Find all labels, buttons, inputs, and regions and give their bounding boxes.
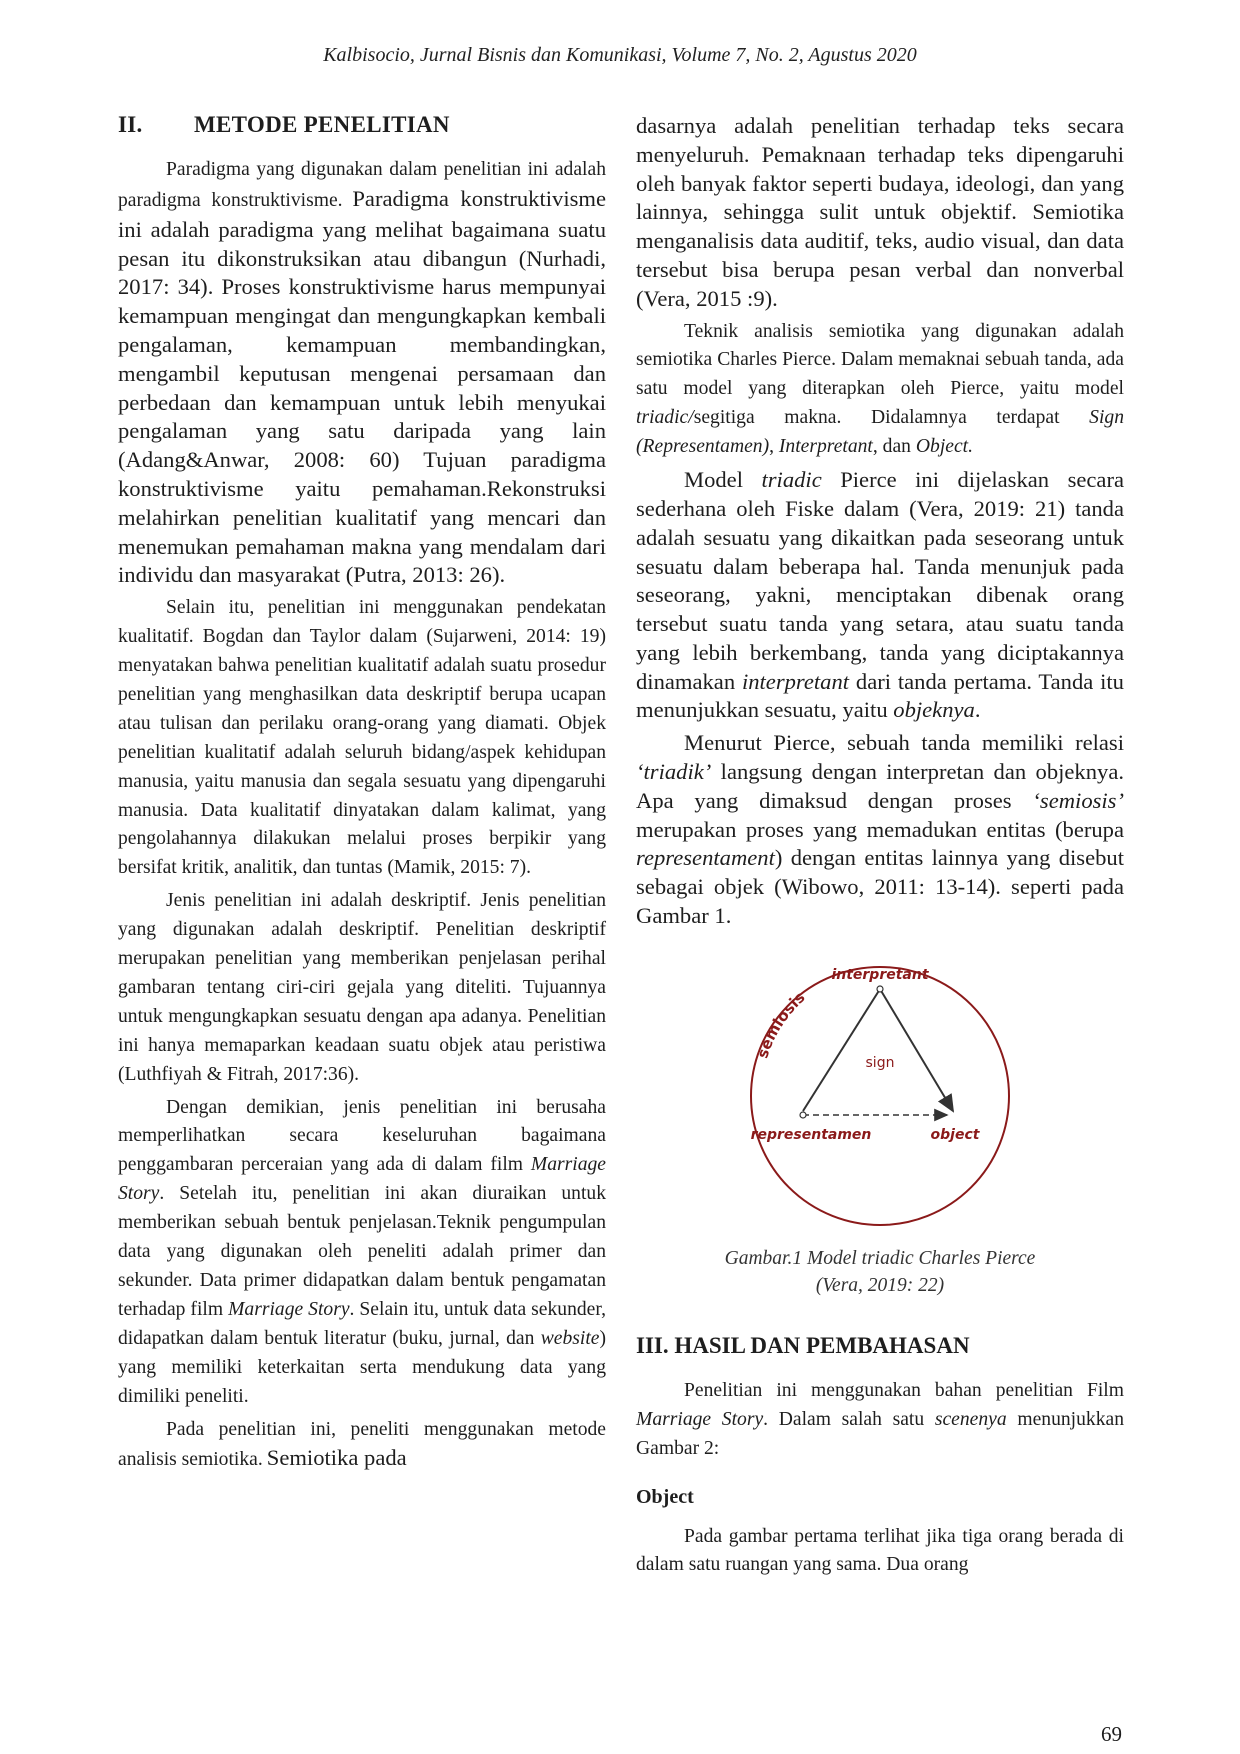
- text-run: langsung dengan interpretan dan objeknya. Apa yang dimaksud dengan proses: [636, 759, 1124, 813]
- section-heading-metode: [118, 112, 606, 138]
- film-title: Marriage Story: [118, 1154, 606, 1205]
- triadic-diagram: [735, 955, 1025, 1237]
- italic-term: scenenya: [934, 1408, 1007, 1430]
- caption-line: (Vera, 2019: 22): [815, 1274, 945, 1296]
- text-run: Model: [684, 467, 762, 493]
- text-run: . Dalam salah satu: [763, 1408, 935, 1430]
- paragraph-text: Semiotika pada: [266, 1445, 407, 1471]
- paragraph-pengumpulan-data: [118, 1094, 606, 1412]
- figure-caption: [636, 1245, 1124, 1299]
- italic-term: triadic: [761, 467, 822, 493]
- paragraph-metode-analisis: [118, 1416, 606, 1476]
- paragraph-bahan-penelitian: [636, 1377, 1124, 1464]
- italic-term: website: [540, 1327, 600, 1349]
- paragraph-paradigma: [118, 156, 606, 590]
- text-run: Dengan demikian, jenis penelitian ini berusaha memperlihatkan secara keseluruhan bagaimana penggambaran perceraian yang ada di dalam film: [118, 1096, 606, 1176]
- node-representamen: [800, 1112, 806, 1118]
- paragraph-text: Pada penelitian ini, peneliti menggunakan metode analisis semiotika.: [118, 1418, 606, 1471]
- running-header: Kalbisocio, Jurnal Bisnis dan Komunikasi, Volume 7, No. 2, Agustus 2020: [323, 44, 917, 66]
- italic-term: representament: [636, 845, 775, 871]
- edge-interpretant-representamen: [803, 989, 880, 1111]
- text-run: dari tanda pertama. Tanda itu menunjukkan sesuatu, yaitu: [636, 668, 1124, 723]
- italic-term: ‘semiosis’: [1032, 787, 1124, 813]
- italic-term: Interpretant: [778, 436, 873, 458]
- sign-label: sign: [865, 1054, 895, 1071]
- text-run: Teknik analisis semiotika yang digunakan adalah semiotika Charles Pierce. Dalam memaknai sebuah tanda, ada satu model yang diterapkan oleh Pierce, yaitu model: [636, 320, 1124, 400]
- section-number: II.: [118, 112, 143, 137]
- paragraph-kualitatif: Selain itu, penelitian ini menggunakan pendekatan kualitatif. Bogdan dan Taylor dalam (Sujarweni, 2014: 19) menyatakan bahwa penelitian kualitatif adalah suatu prosedur penelitian yang menghasilkan data deskriptif berupa ucapan atau tulisan dan perilaku orang-orang yang diamati. Objek penelitian kualitatif adalah seluruh bidang/aspek kehidupan manusia, yaitu manusia dan segala sesuatu yang dipengaruhi manusia. Data kualitatif dinyatakan dalam kalimat, yang pengolahannya dilakukan melalui proses berpikir yang bersifat kritik, analitik, dan tuntas (Mamik, 2015: 7).: [118, 597, 606, 879]
- text-run: menunjukkan Gambar 2:: [636, 1408, 1124, 1459]
- text-run: Pierce ini dijelaskan secara sederhana oleh Fiske dalam (Vera, 2019: 21) tanda adalah sesuatu yang dikaitkan pada seseorang untuk sesuatu dalam beberapa hal. Tanda menunjuk pada seseorang, yakni, menciptakan dibenak orang tersebut suatu tanda yang setara, atau suatu tanda yang lebih berkembang, tanda yang diciptakannya dinamakan: [636, 467, 1124, 694]
- interpretant-label: interpretant: [831, 966, 929, 983]
- italic-term: Object.: [915, 436, 974, 458]
- text-run: segitiga makna. Didalamnya terdapat: [693, 407, 1090, 429]
- paragraph-pierce: [636, 318, 1124, 463]
- text-run: ) dengan entitas lainnya yang disebut sebagai objek (Wibowo, 2011: 13-14). seperti pada Gambar 1.: [636, 845, 1124, 929]
- italic-term: interpretant: [741, 668, 850, 694]
- right-column: [636, 112, 1124, 1580]
- italic-term: Sign (Representamen): [636, 407, 1124, 458]
- left-column: [118, 112, 606, 1475]
- figure-triadic-model: [636, 955, 1124, 1299]
- italic-term: ‘triadik’: [636, 759, 712, 785]
- paragraph-model-triadic: [636, 466, 1124, 725]
- object-label: object: [930, 1126, 980, 1143]
- section-title: METODE PENELITIAN: [194, 112, 450, 137]
- text-run: .: [974, 697, 981, 723]
- caption-line: Gambar.1 Model triadic Charles Pierce: [724, 1247, 1036, 1269]
- paragraph-semiosis: [636, 729, 1124, 931]
- text-run: ,: [769, 436, 779, 458]
- edge-interpretant-object: [880, 989, 953, 1111]
- text-run: Penelitian ini menggunakan bahan penelitian Film: [684, 1379, 1124, 1401]
- paragraph-object: Pada gambar pertama terlihat jika tiga orang berada di dalam satu ruangan yang sama. Dua orang: [636, 1525, 1124, 1576]
- text-run: . Selain itu, untuk data sekunder, didapatkan dalam bentuk literatur (buku, jurnal, dan: [118, 1298, 606, 1349]
- text-run: ) yang memiliki keterkaitan serta mendukung data yang dimiliki peneliti.: [118, 1327, 606, 1407]
- text-run: Menurut Pierce, sebuah tanda memiliki relasi: [684, 730, 1124, 756]
- paragraph-deskriptif: Jenis penelitian ini adalah deskriptif. Jenis penelitian yang digunakan adalah deskriptif. Penelitian deskriptif merupakan penelitian yang memberikan penjelasan perihal gambaran tentang ciri-ciri gejala yang diteliti. Tujuannya untuk mengungkapkan sesuatu dengan apa adanya. Penelitian ini hanya memaparkan keadaan suatu objek atau peristiwa (Luthfiyah & Fitrah, 2017:36).: [118, 890, 606, 1085]
- section-heading-hasil: III. HASIL DAN PEMBAHASAN: [636, 1332, 970, 1358]
- paragraph-text: Paradigma konstruktivisme ini adalah paradigma yang melihat bagaimana suatu pesan itu dikonstruksikan atau dibangun (Nurhadi, 2017: 34). Proses konstruktivisme harus mempunyai kemampuan mengingat dan mengungkapkan kembali pengalaman, kemampuan membandingkan, mengambil keputusan mengenai persamaan dan perbedaan dan kemampuan untuk lebih menyukai pengalaman yang satu daripada yang lain (Adang&Anwar, 2008: 60) Tujuan paradigma konstruktivisme yaitu pemahaman.Rekonstruksi melahirkan penelitian kualitatif yang mencari dan menemukan pemahaman makna yang mendalam dari individu dan masyarakat (Putra, 2013: 26).: [118, 185, 606, 588]
- paragraph-text: Paradigma yang digunakan dalam penelitian ini adalah paradigma konstruktivisme.: [118, 159, 606, 211]
- paragraph-semiotika-cont: dasarnya adalah penelitian terhadap teks secara menyeluruh. Pemaknaan terhadap teks dipengaruhi oleh banyak faktor seperti budaya, ideologi, dan yang lainnya, sehingga sulit untuk objektif. Semiotika menganalisis data auditif, teks, audio visual, dan data tersebut bisa berupa pesan verbal dan nonverbal (Vera, 2015 :9).: [636, 113, 1124, 311]
- text-run: , dan: [872, 436, 916, 458]
- semiosis-label: semiosis: [753, 987, 809, 1061]
- text-run: merupakan proses yang memadukan entitas (berupa: [636, 816, 1124, 842]
- page-number: 69: [1101, 1722, 1122, 1746]
- film-title: Marriage Story: [636, 1408, 764, 1430]
- film-title: Marriage Story: [228, 1298, 350, 1320]
- subheading-object: Object: [636, 1485, 694, 1508]
- text-run: . Setelah itu, penelitian ini akan diuraikan untuk memberikan sebuah bentuk penjelasan.Teknik pengumpulan data yang digunakan oleh peneliti adalah primer dan sekunder. Data primer didapatkan dalam bentuk pengamatan terhadap film: [118, 1183, 606, 1320]
- italic-term: triadic/: [636, 407, 694, 429]
- italic-term: objeknya: [893, 697, 975, 723]
- node-interpretant: [877, 986, 883, 992]
- representamen-label: representamen: [750, 1126, 872, 1143]
